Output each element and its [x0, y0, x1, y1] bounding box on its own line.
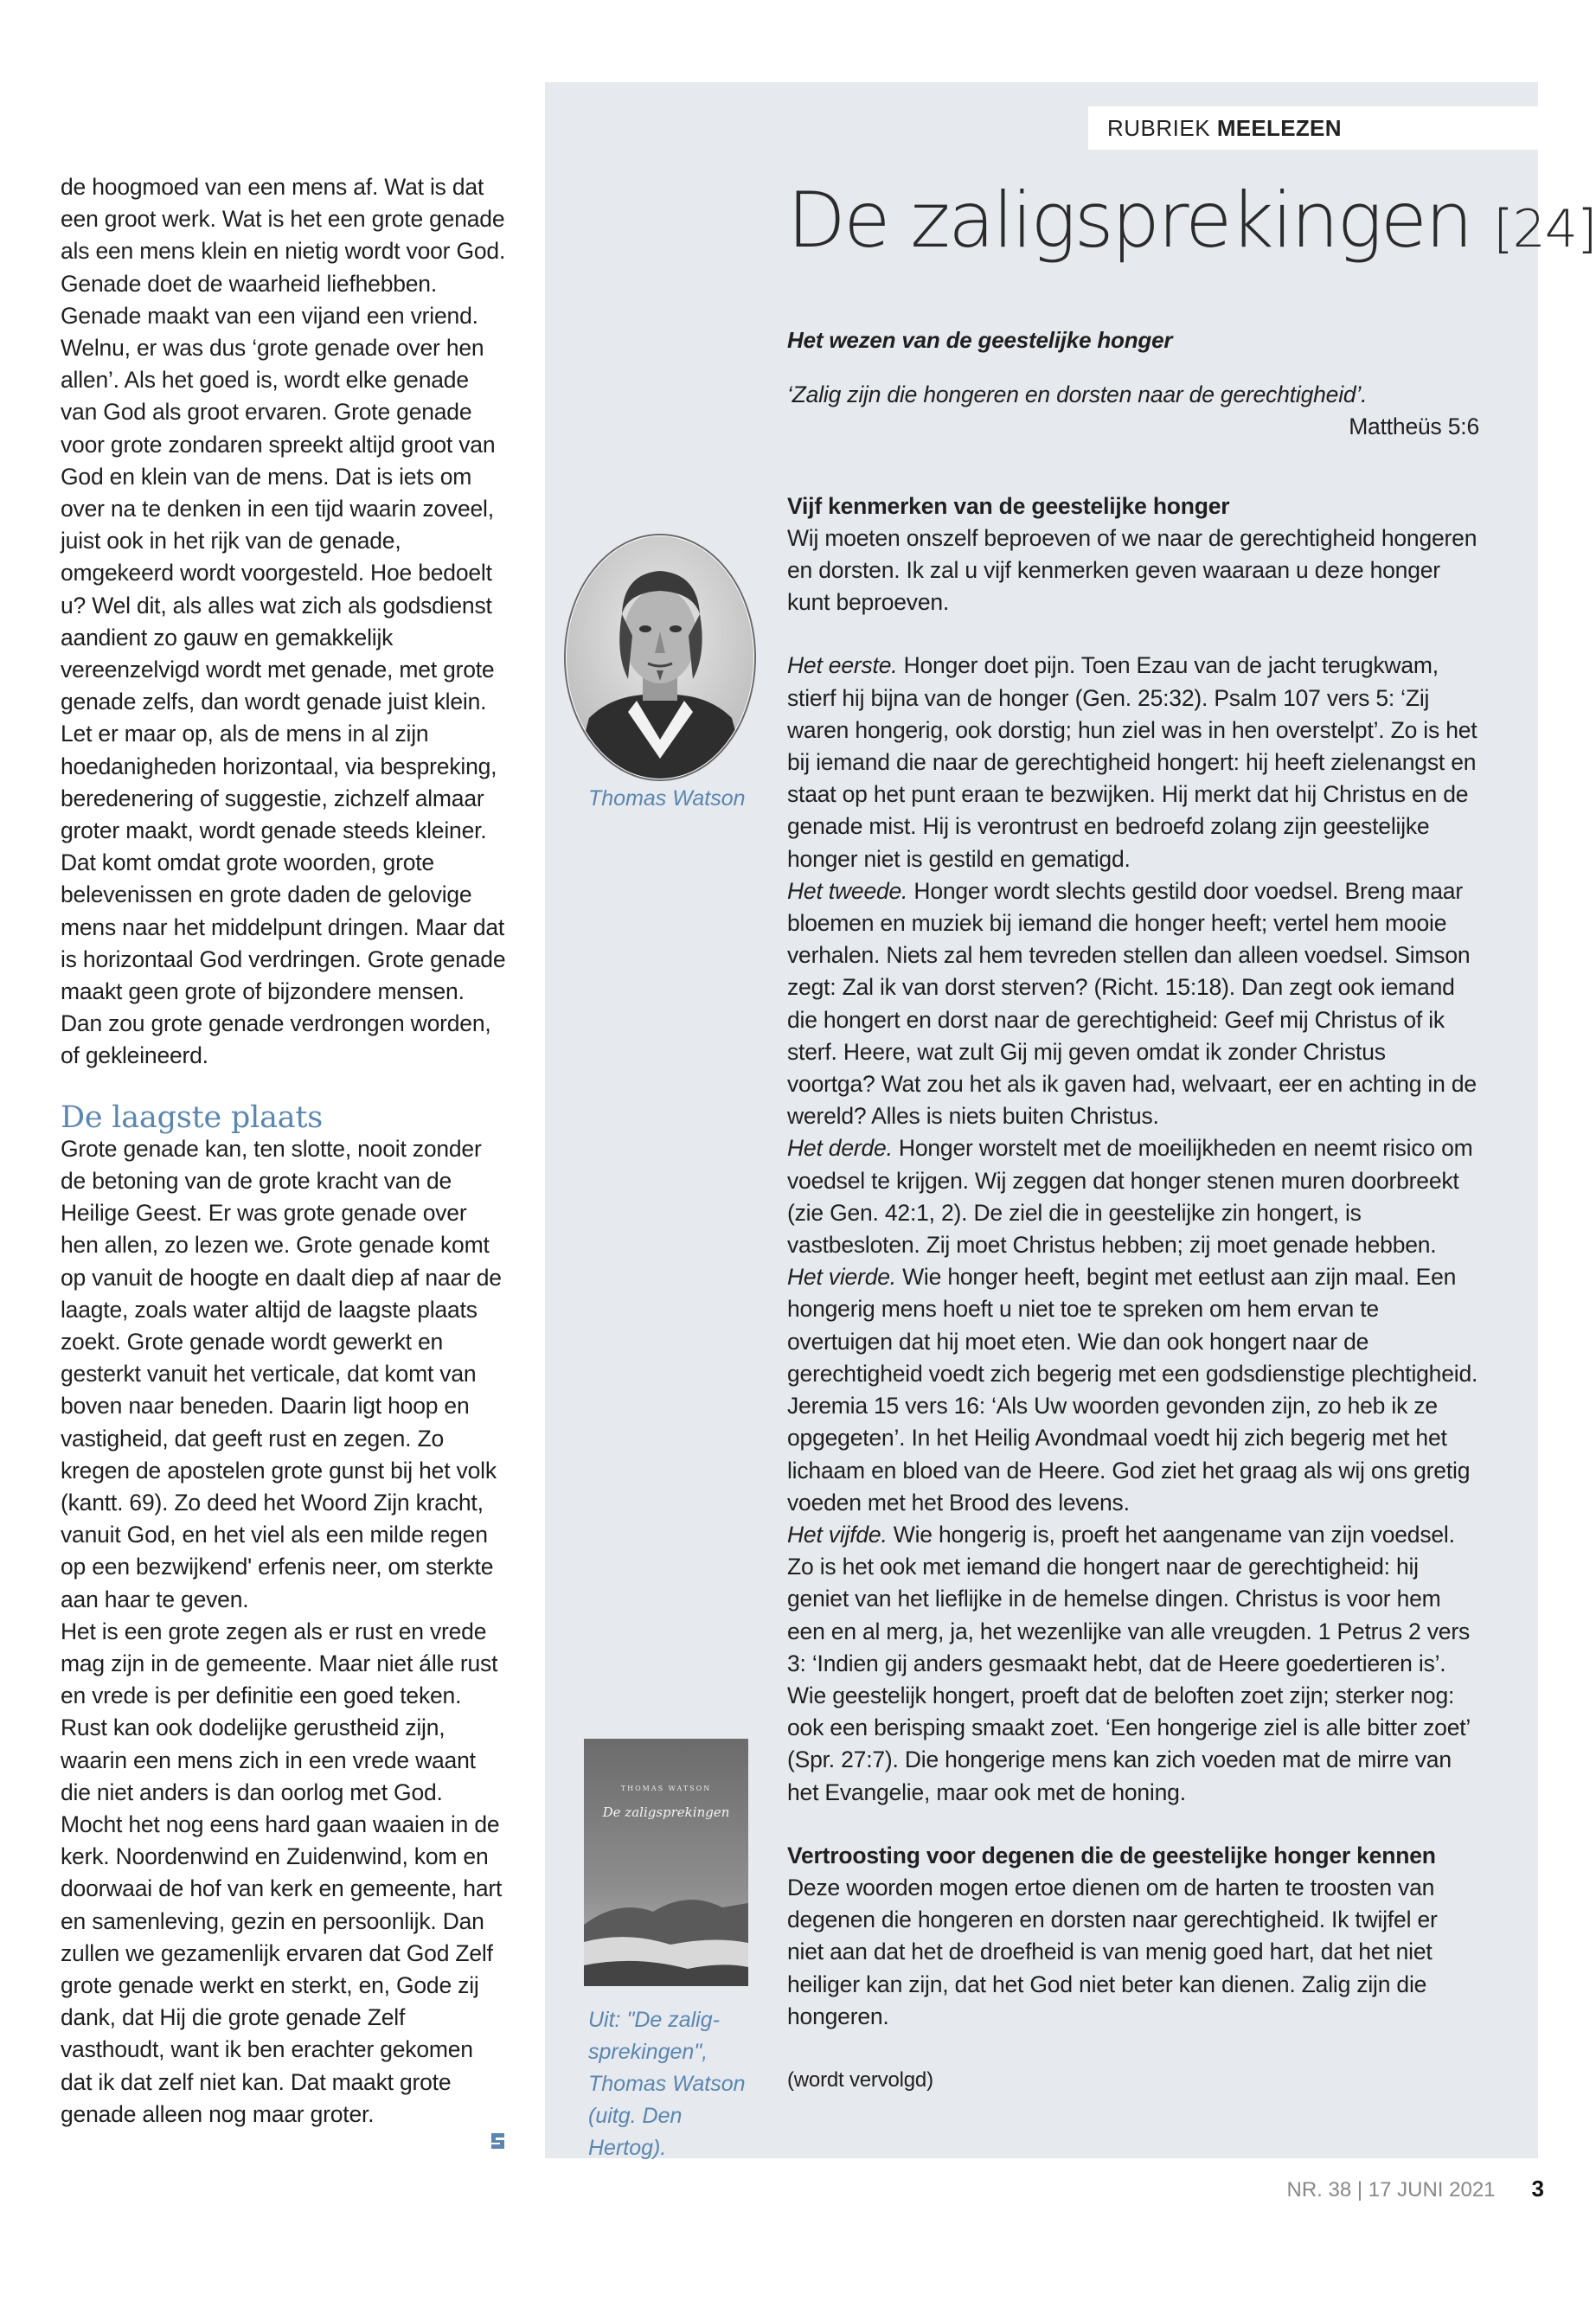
rubriek-label — [1088, 106, 1538, 150]
point-2 — [787, 875, 1479, 1133]
article-title — [787, 177, 1596, 272]
page-number: 3 — [1531, 2176, 1544, 2202]
section-heading-laagste-plaats: De laagste plaats — [61, 1099, 324, 1135]
article-panel — [545, 82, 1596, 2160]
book-author: THOMAS WATSON — [620, 1785, 712, 1792]
point-label: Het tweede. — [787, 877, 908, 904]
point-text: Honger wordt slechts gestild door voedsel. Breng maar bloemen en muziek bij iemand die honger heeft; vertel hem mooie verhalen. Niets zal hem tevreden stellen dan alleen voedsel. Simson zegt: Zal ik van dorst sterven? (Richt. 15:18). Dan zegt ook iemand die hongert en dorst naar de gerechtigheid: Geef mij Christus of ik sterf. Heere, wat zult Gij mij geven omdat ik zonder Christus voortga? Wat zou het als ik gaven had, welvaart, eer en achting in de wereld? Alles is niets buiten Christus. — [787, 877, 1477, 1130]
page-footer — [1287, 2176, 1545, 2202]
point-label: Het vierde. — [787, 1264, 896, 1291]
point-text: Honger doet pijn. Toen Ezau van de jacht terugkwam, stierf hij bijna van de honger (Gen. 25:32). Psalm 107 vers 5: ‘Zij waren hongerig, ook dorstig; hun ziel was in hen overstelpt’. Zo is het bij iemand die naar de gerechtigheid hongert: hij heeft zielenangst en staat op het punt eraan te bezwijken. Hij merkt dat hij Christus en de genade mist. Hij is verontrust en bedroefd zolang zijn geestelijke honger niet is gestild en gematigd. — [787, 652, 1477, 872]
point-text: Wie hongerig is, proeft het aangename van zijn voedsel. Zo is het ook met iemand die hongert naar de gerechtigheid: hij geniet van het lieflijke in de hemelse dingen. Christus is voor hem een en al merg, ja, het wezenlijke van alle vreugden. 1 Petrus 2 vers 3: ‘Indien gij anders gesmaakt hebt, dat de Heere goedertieren is’. Wie geestelijk hongert, proeft dat de beloften zoet zijn; sterker nog: ook een berisping smaakt zoet. ‘Een hongerige ziel is alle bitter zoet’ (Spr. 27:7). Die hongerige mens kan zich voeden mat de mirre van het Evangelie, maar ook met de honing. — [787, 1521, 1471, 1805]
bible-reference: Mattheüs 5:6 — [1349, 413, 1479, 440]
point-1 — [787, 650, 1479, 875]
portrait-caption: Thomas Watson — [588, 786, 746, 811]
section1-intro: Wij moeten onszelf beproeven of we naar de gerechtigheid hongeren en dorsten. Ik zal u vijf kenmerken geven waaraan u deze honger kunt beproeven. — [787, 524, 1477, 616]
point-label: Het vijfde. — [787, 1521, 888, 1548]
left-paragraph-3: Het is een grote zegen als er rust en vrede mag zijn in de gemeente. Maar niet álle rust en vrede is per definitie een goed teken. Rust kan ook dodelijke gerustheid zijn, waarin een mens zich in een vrede waant die niet anders is dan oorlog met God. Mocht het nog eens hard gaan waaien in de kerk. Noordenwind en Zuidenwind, kom en doorwaai de hof van kerk en gemeente, hart en samenleving, gezin en persoonlijk. Dan zullen we gezamenlijk ervaren dat God Zelf grote genade werkt en sterkt, en, Gode zij dank, dat Hij die grote genade Zelf vasthoudt, want ik ben erachter gekomen dat ik dat zelf niet kan. Dat maakt grote genade alleen nog maar groter. — [61, 1618, 503, 2127]
book-cover-image — [584, 1739, 748, 1986]
rubriek-prefix: RUBRIEK — [1107, 115, 1217, 141]
point-label: Het eerste. — [787, 652, 898, 679]
rubriek-name: MEELEZEN — [1216, 115, 1342, 141]
bible-quote: ‘Zalig zijn die hongeren en dorsten naar de gerechtigheid’. — [787, 381, 1368, 408]
point-4 — [787, 1261, 1479, 1519]
point-text: Wie honger heeft, begint met eetlust aan zijn maal. Een hongerig mens hoeft u niet toe te spreken om hem ervan te overtuigen dat hij moet eten. Wie dan ook hongert naar de gerechtigheid voedt zich begerig met een godsdienstige plechtigheid. Jeremia 15 vers 16: ‘Als Uw woorden gevonden zijn, zo heb ik ze opgegeten’. In het Heilig Avondmaal voedt hij zich begerig met het lichaam en bloed van de Heere. God ziet het graag als wij ons gretig voeden met het Brood des levens. — [787, 1264, 1478, 1516]
to-be-continued: (wordt vervolgd) — [787, 2067, 933, 2092]
section1-heading: Vijf kenmerken van de geestelijke honger — [787, 492, 1230, 519]
article-body — [787, 324, 1479, 2096]
left-paragraph-1: de hoogmoed van een mens af. Wat is dat een groot werk. Wat is het een grote genade als een mens klein en nietig wordt voor God. Genade doet de waarheid liefhebben. Genade maakt van een vijand een vriend. Welnu, er was dus ‘grote genade over hen allen’. Als het goed is, wordt elke genade van God als groot ervaren. Grote genade voor grote zondaren spreekt altijd groot van God en klein van de mens. Dat is iets om over na te denken in een tijd waarin zoveel, juist ook in het rijk van de genade, omgekeerd wordt voorgesteld. Hoe bedoelt u? Wel dit, als alles wat zich als godsdienst aandient zo gauw en gemakkelijk vereenzelvigd wordt met genade, met grote genade zelfs, dan wordt genade juist klein. Let er maar op, als de mens in al zijn hoedanigheden horizontaal, via bespreking, beredenering of suggestie, zichzelf almaar groter maakt, wordt genade steeds kleiner. Dat komt omdat grote woorden, grote belevenissen en grote daden de gelovige mens naar het middelpunt dringen. Maar dat is horizontaal God verdringen. Grote genade maakt geen grote of bijzondere mensen. Dan zou grote genade verdrongen worden, of gekleineerd. — [61, 174, 506, 1069]
article-title-number: [24] — [1493, 199, 1596, 260]
portrait-thomas-watson — [563, 532, 758, 783]
point-text: Honger worstelt met de moeilijkheden en neemt risico om voedsel te krijgen. Wij zeggen dat honger stenen muren doorbreekt (zie Gen. 42:1, 2). De ziel die in geestelijke zin hongert, is vastbesloten. Zij moet Christus hebben; zij moet genade hebben. — [787, 1135, 1473, 1259]
point-3 — [787, 1132, 1479, 1261]
book-title: De zaligsprekingen — [602, 1804, 730, 1820]
book-caption: Uit: "De zalig-sprekingen", Thomas Watson (uitg. Den Hertog). — [588, 2008, 746, 2160]
point-label: Het derde. — [787, 1135, 893, 1162]
section2-heading: Vertroosting voor degenen die de geestelijke honger kennen — [787, 1842, 1436, 1868]
article-title-text: De zaligsprekingen — [787, 176, 1471, 265]
section2-text: Deze woorden mogen ertoe dienen om de harten te troosten van degenen die hongeren en dorsten naar gerechtigheid. Ik twijfel er niet aan dat het de droefheid is van menig goed hart, dat het niet heiliger kan zijn, dat het God niet beter kan dienen. Zalig zijn die hongeren. — [787, 1874, 1438, 2029]
point-5 — [787, 1519, 1479, 1809]
article-subtitle: Het wezen van de geestelijke honger — [787, 327, 1173, 353]
left-paragraph-2: Grote genade kan, ten slotte, nooit zonder de betoning van de grote kracht van de Heilige Geest. Er was grote genade over hen allen, zo lezen we. Grote genade komt op vanuit de hoogte en daalt diep af naar de laagte, zoals water altijd de laagste plaats zoekt. Grote genade wordt gewerkt en gesterkt vanuit het verticale, dat komt van boven naar beneden. Daarin ligt hoop en vastigheid, dat geeft rust en zegen. Zo kregen de apostelen grote gunst bij het volk (kantt. 69). Zo deed het Woord Zijn kracht, vanuit God, en het viel als een milde regen op een bezwijkend' erfenis neer, om sterkte aan haar te geven. — [61, 1135, 502, 1612]
issue-info: NR. 38 | 17 JUNI 2021 — [1286, 2178, 1496, 2202]
left-column — [61, 171, 510, 2131]
end-mark-icon — [489, 2131, 508, 2150]
